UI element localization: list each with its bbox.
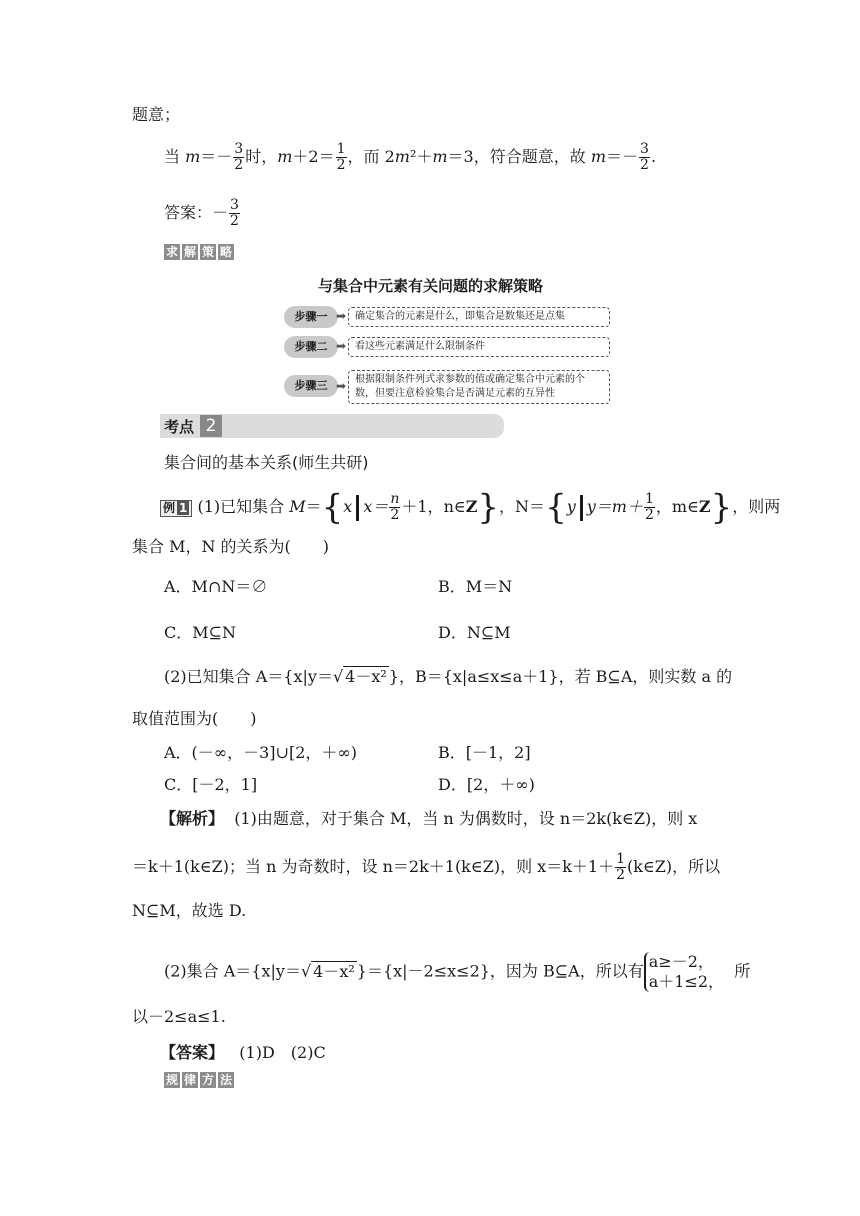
- solution-line: ＝k＋1(k∈Z)；当 n 为奇数时，设 n＝2k＋1(k∈Z)，则 x＝k＋1＋ $\frac{1}{2}$ (k∈Z)，所以: [132, 851, 721, 883]
- arrow-icon: ➡: [336, 379, 347, 393]
- example-tag: 例 1: [160, 500, 192, 517]
- question-2-line2: 取值范围为( ): [132, 709, 257, 728]
- question-2: (2)已知集合 A＝{x|y＝√ 4－x² }，B＝{x|a≤x≤a＋1}，若 B⊆A，则实数 a 的: [164, 667, 733, 686]
- step-text: 根据限制条件列式求参数的值或确定集合中元素的个数，但要注意检验集合是否满足元素的互异性: [348, 370, 610, 404]
- step-text: 确定集合的元素是什么，即集合是数集还是点集: [348, 307, 610, 327]
- solution-line: N⊆M，故选 D.: [132, 901, 247, 920]
- arrow-icon: ➡: [336, 309, 347, 323]
- solution-line: 【解析】 (1)由题意，对于集合 M，当 n 为偶数时，设 n＝2k(k∈Z)，则 x: [160, 809, 698, 828]
- text-line: 题意；: [132, 105, 181, 124]
- option-b: B．M＝N: [438, 577, 513, 596]
- strategy-tag: 求 解 策 略: [165, 245, 232, 259]
- option-d: D．N⊆M: [438, 623, 511, 642]
- section-header: 考点 2: [160, 414, 504, 438]
- step-text: 看这些元素满足什么限制条件: [348, 337, 610, 357]
- answer-line: 【答案】 (1)D (2)C: [160, 1043, 326, 1062]
- step-label: 步骤三: [284, 375, 338, 397]
- step-label: 步骤二: [284, 336, 338, 358]
- solution-line: (2)集合 A＝{x|y＝√ 4－x² }＝{x|－2≤x≤2}，因为 B⊆A，所以有 a≥－2， a＋1≤2， 所: [164, 952, 751, 991]
- question-1: 例 1 (1)已知集合 M＝{x x＝ $\frac{n}{2}$ ＋1，n∈Z}，N＝{y y＝m＋ $\frac{1}{2}$ ，m∈Z}，则两: [160, 492, 780, 523]
- answer-line: 答案：－ $\frac{3}{2}$: [164, 197, 239, 229]
- option-c: C．[－2，1]: [164, 775, 258, 794]
- flow-title: 与集合中元素有关问题的求解策略: [318, 277, 544, 295]
- topic-title: 集合间的基本关系(师生共研): [164, 453, 369, 472]
- option-a: A．(－∞，－3]∪[2，＋∞): [164, 743, 357, 762]
- option-c: C．M⊆N: [164, 623, 237, 642]
- method-tag: 规 律 方 法: [165, 1073, 232, 1087]
- option-d: D．[2，＋∞): [438, 775, 535, 794]
- option-b: B．[－1，2]: [438, 743, 531, 762]
- option-a: A．M∩N＝∅: [164, 577, 268, 596]
- step-label: 步骤一: [284, 306, 338, 328]
- question-1-line2: 集合 M，N 的关系为( ): [132, 537, 330, 556]
- arrow-icon: ➡: [336, 339, 347, 353]
- text-line: 当 m＝－ $\frac{3}{2}$ 时，m＋2＝ $\frac{1}{2}$ ，而 2m²＋m＝3，符合题意，故 m＝－ $\frac{3}{2}$ .: [164, 141, 657, 173]
- solution-line: 以－2≤a≤1.: [132, 1007, 226, 1026]
